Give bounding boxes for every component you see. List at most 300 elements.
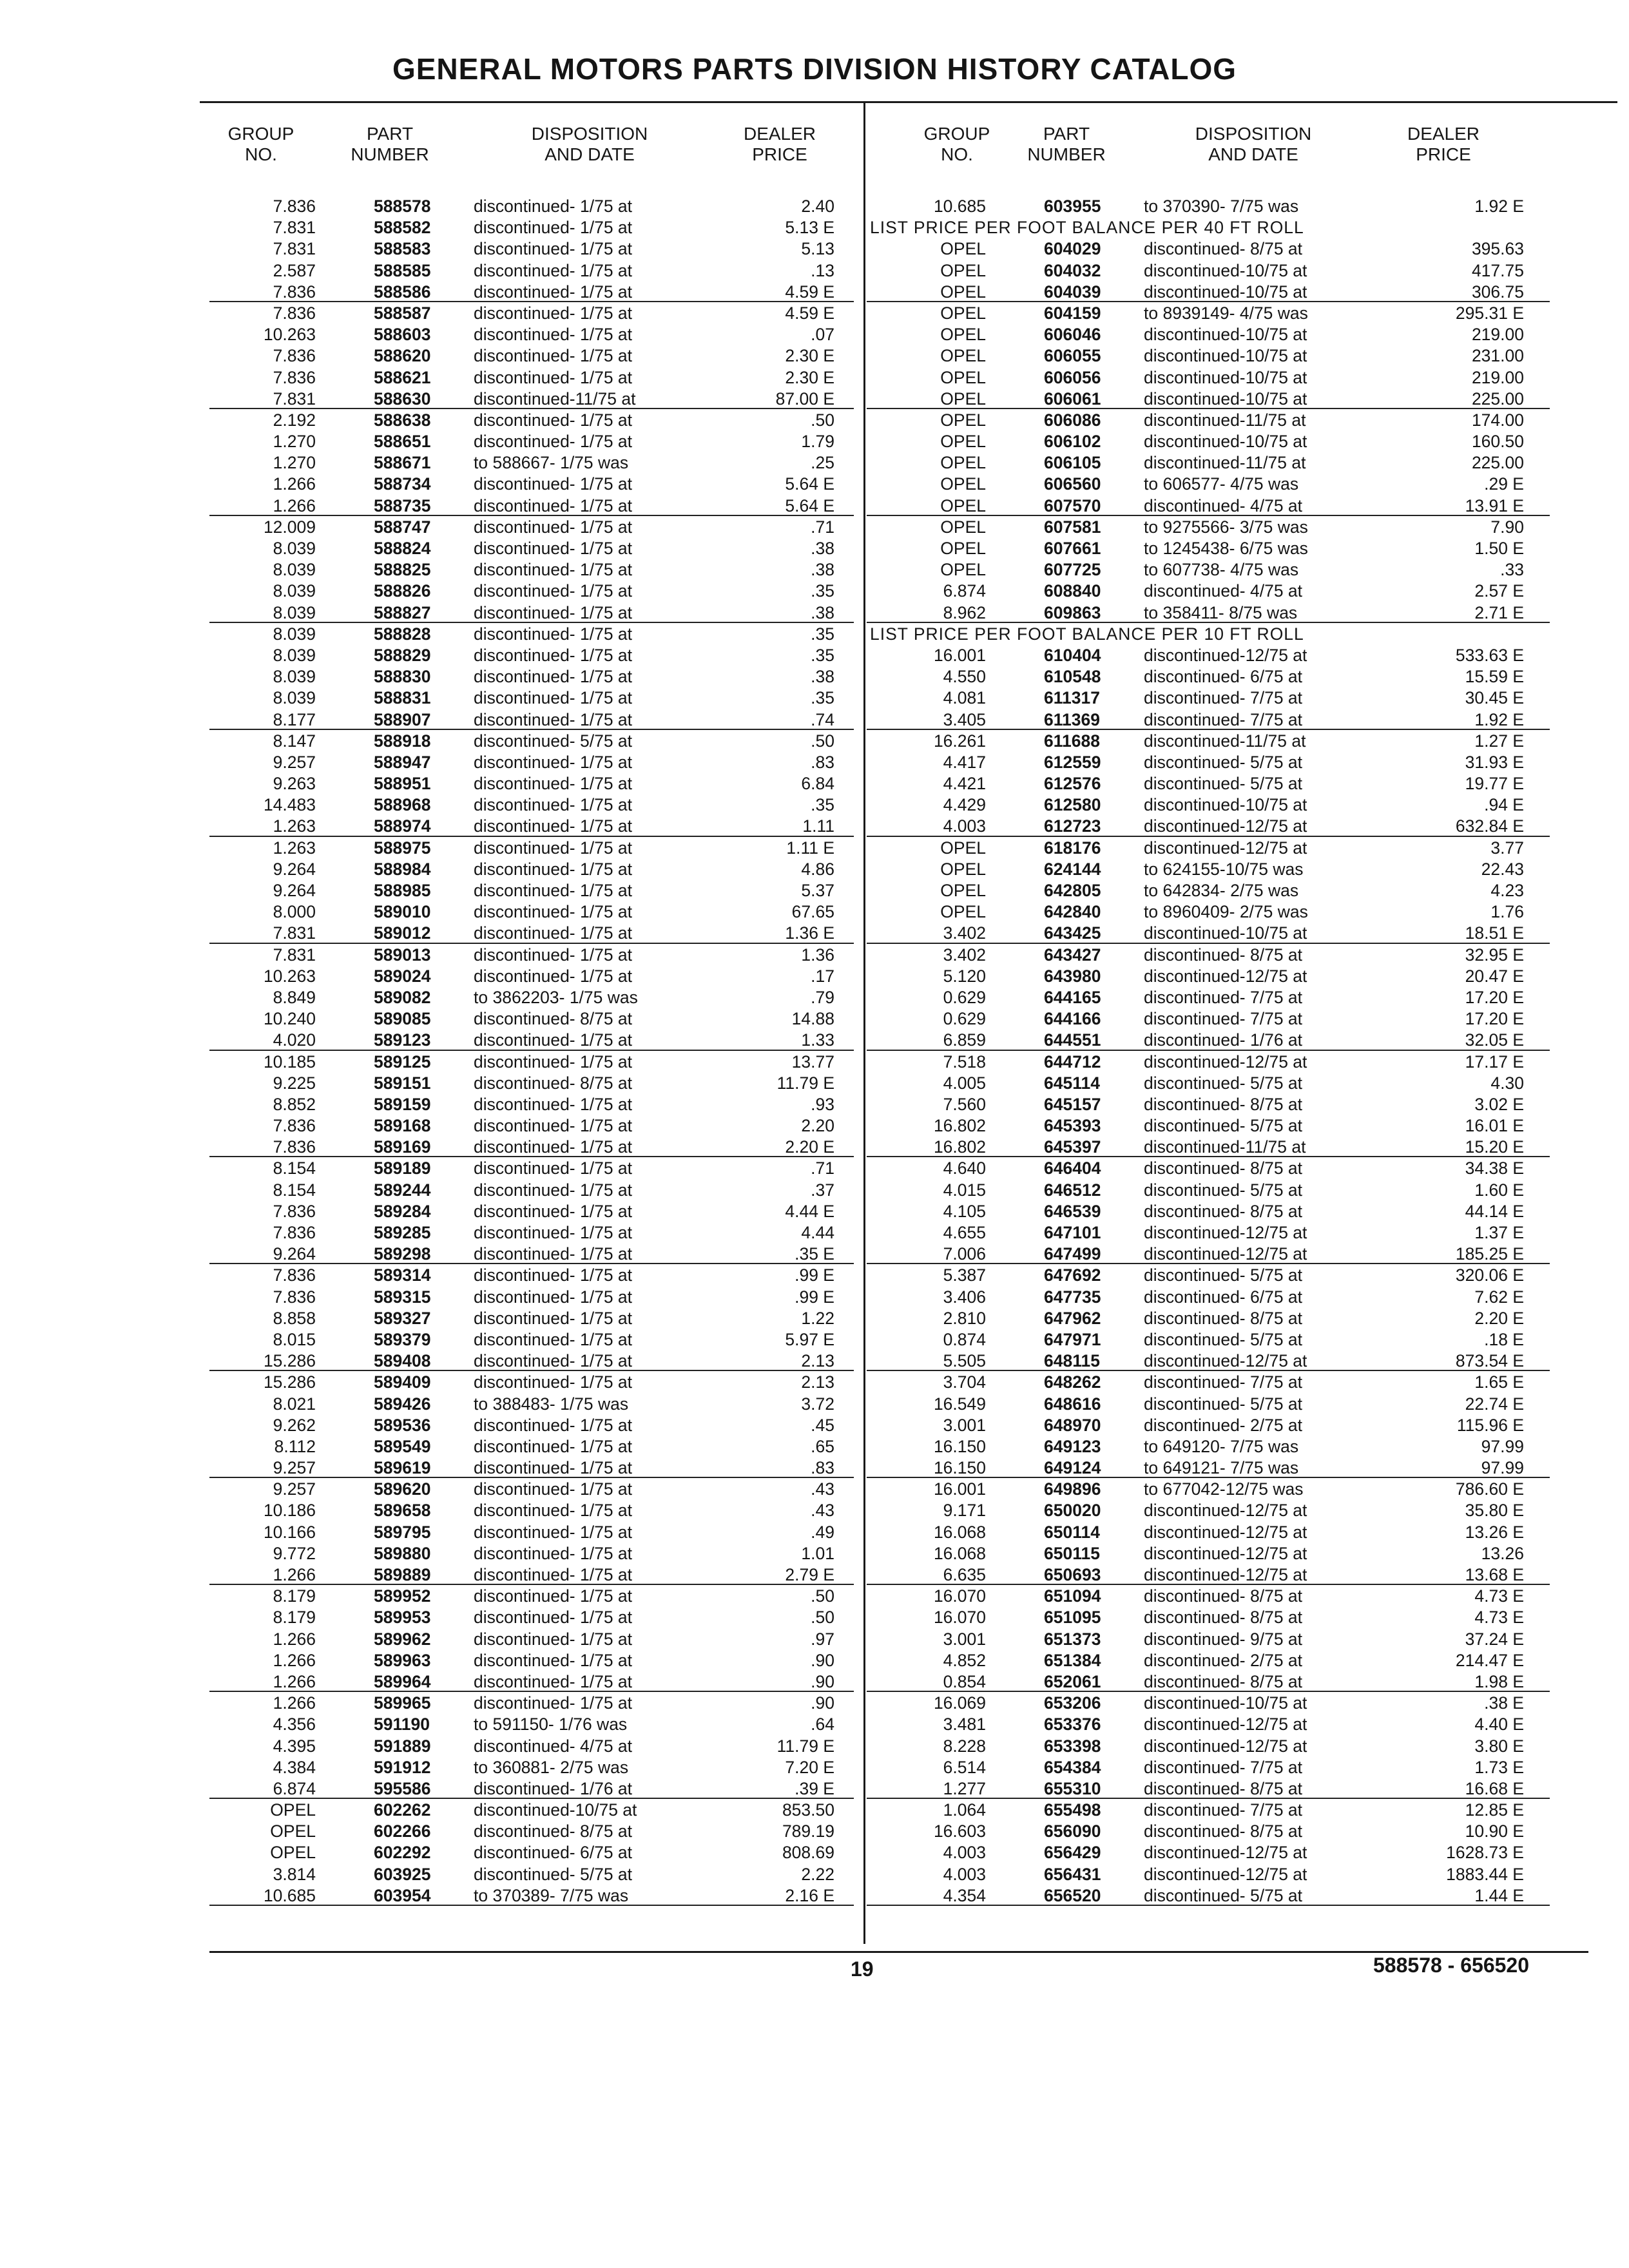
group-no-cell: 8.858 — [273, 1308, 316, 1328]
group-no-cell: 9.225 — [273, 1073, 316, 1093]
part-number-cell: 606086 — [1044, 410, 1101, 430]
part-number-cell: 591190 — [374, 1715, 430, 1735]
table-row — [209, 1585, 854, 1606]
disposition-cell: discontinued- 1/75 at — [474, 1308, 633, 1328]
table-row — [209, 302, 854, 323]
part-number-cell: 588918 — [374, 731, 431, 751]
table-row — [867, 901, 1550, 922]
table-row — [209, 559, 854, 580]
dealer-price-cell: 219.00 — [1471, 367, 1524, 387]
dealer-price-cell: 34.38 E — [1465, 1158, 1524, 1178]
disposition-cell: discontinued- 1/75 at — [474, 859, 633, 879]
table-row — [867, 1778, 1550, 1799]
dealer-price-cell: 786.60 E — [1455, 1479, 1524, 1499]
table-row — [209, 409, 854, 430]
group-no-cell: 9.772 — [273, 1543, 316, 1563]
table-row — [209, 1628, 854, 1649]
table-row — [867, 1649, 1550, 1671]
part-number-cell: 589151 — [374, 1073, 431, 1093]
part-number-cell: 602292 — [374, 1843, 431, 1863]
dealer-price-cell: 2.22 — [801, 1864, 834, 1884]
dealer-price-cell: 2.13 — [801, 1372, 834, 1392]
group-no-cell: OPEL — [940, 367, 986, 387]
dealer-price-cell: .65 — [811, 1436, 834, 1456]
disposition-cell: discontinued-10/75 at — [1144, 389, 1307, 408]
dealer-price-cell: 32.05 E — [1465, 1030, 1524, 1050]
dealer-price-cell: 31.93 E — [1465, 752, 1524, 772]
dealer-price-cell: 2.30 E — [785, 346, 834, 366]
dealer-price-cell: 16.01 E — [1465, 1116, 1524, 1136]
disposition-cell: to 358411- 8/75 was — [1144, 602, 1298, 622]
dealer-price-cell: 1.60 E — [1474, 1180, 1524, 1200]
disposition-header: DISPOSITION AND DATE — [531, 124, 648, 164]
part-number-cell: 589189 — [374, 1158, 431, 1178]
disposition-cell: discontinued- 1/75 at — [474, 1501, 633, 1521]
group-no-cell: 8.039 — [273, 539, 316, 558]
disposition-cell: discontinued- 4/75 at — [474, 1736, 633, 1756]
part-number-header: PART NUMBER — [1027, 124, 1106, 164]
group-no-cell: OPEL — [940, 859, 986, 879]
part-number-cell: 589010 — [374, 902, 431, 922]
group-no-cell: 4.395 — [273, 1736, 316, 1756]
disposition-cell: discontinued- 8/75 at — [1144, 239, 1303, 259]
part-number-cell: 656431 — [1044, 1864, 1101, 1884]
group-no-cell: 15.286 — [263, 1351, 316, 1371]
disposition-cell: discontinued-10/75 at — [1144, 923, 1307, 943]
group-no-cell: OPEL — [940, 282, 986, 302]
disposition-cell: to 642834- 2/75 was — [1144, 881, 1299, 900]
disposition-cell: discontinued- 1/75 at — [474, 1650, 633, 1670]
part-number-cell: 589085 — [374, 1009, 431, 1029]
table-row — [209, 1778, 854, 1799]
part-number-cell: 644712 — [1044, 1052, 1101, 1072]
disposition-cell: discontinued- 7/75 at — [1144, 688, 1303, 708]
group-no-cell: 1.266 — [273, 474, 316, 494]
disposition-cell: discontinued- 1/75 at — [474, 1052, 633, 1072]
right-column-header — [867, 124, 1511, 188]
part-number-cell: 603925 — [374, 1864, 431, 1884]
group-no-cell: 3.001 — [943, 1415, 986, 1435]
group-no-cell: 16.802 — [933, 1116, 986, 1136]
part-number-cell: 588951 — [374, 774, 431, 794]
dealer-price-cell: 14.88 — [791, 1009, 834, 1029]
part-number-cell: 652061 — [1044, 1671, 1101, 1691]
dealer-price-cell: 1.22 — [801, 1308, 834, 1328]
group-no-cell: OPEL — [940, 474, 986, 494]
group-no-cell: 10.685 — [933, 197, 986, 216]
table-row — [209, 709, 854, 730]
part-number-cell: 645114 — [1044, 1073, 1100, 1093]
dealer-price-cell: .35 — [811, 688, 834, 708]
part-number-cell: 588968 — [374, 795, 431, 815]
table-row — [209, 345, 854, 366]
part-number-cell: 654384 — [1044, 1757, 1101, 1777]
disposition-cell: discontinued- 2/75 at — [1144, 1650, 1303, 1670]
disposition-cell: discontinued- 1/75 at — [474, 282, 633, 302]
part-number-cell: 588828 — [374, 624, 431, 644]
disposition-cell: to 3862203- 1/75 was — [474, 987, 638, 1007]
table-row — [867, 965, 1550, 986]
part-number-cell: 603954 — [374, 1885, 431, 1905]
table-row — [867, 879, 1550, 901]
dealer-price-cell: 214.47 E — [1455, 1650, 1524, 1670]
table-row — [209, 323, 854, 345]
disposition-cell: discontinued-12/75 at — [1144, 1351, 1307, 1371]
table-row — [209, 1157, 854, 1178]
dealer-price-cell: 1.76 — [1490, 902, 1524, 922]
part-number-cell: 647692 — [1044, 1265, 1101, 1285]
group-no-cell: 16.068 — [933, 1522, 986, 1542]
part-number-cell: 588826 — [374, 581, 431, 601]
group-no-cell: 8.228 — [943, 1736, 986, 1756]
group-no-cell: 9.263 — [273, 774, 316, 794]
group-no-cell: 3.405 — [943, 709, 986, 729]
table-row — [867, 1478, 1550, 1499]
group-no-cell: OPEL — [270, 1821, 316, 1841]
part-number-cell: 653398 — [1044, 1736, 1101, 1756]
group-no-cell: 4.384 — [273, 1757, 316, 1777]
part-number-cell: 644166 — [1044, 1009, 1101, 1029]
group-no-cell: 8.039 — [273, 560, 316, 580]
disposition-cell: discontinued- 1/75 at — [474, 1223, 633, 1242]
part-number-cell: 588984 — [374, 859, 431, 879]
table-row — [209, 1414, 854, 1436]
dealer-price-cell: 4.59 E — [785, 282, 834, 302]
table-row — [209, 1393, 854, 1414]
table-row — [209, 1799, 854, 1820]
table-row — [209, 1713, 854, 1735]
dealer-price-cell: .93 — [811, 1094, 834, 1114]
group-no-cell: 1.266 — [273, 1565, 316, 1584]
table-row — [209, 1841, 854, 1863]
disposition-cell: discontinued- 1/75 at — [474, 1265, 633, 1285]
part-number-cell: 606056 — [1044, 367, 1101, 387]
table-row — [867, 1222, 1550, 1243]
dealer-price-cell: 13.91 E — [1465, 495, 1524, 515]
disposition-cell: discontinued-11/75 at — [1144, 410, 1306, 430]
disposition-cell: discontinued- 1/75 at — [474, 1458, 633, 1478]
disposition-cell: to 649120- 7/75 was — [1144, 1436, 1299, 1456]
part-number-cell: 612559 — [1044, 752, 1101, 772]
disposition-cell: discontinued- 8/75 at — [1144, 945, 1303, 965]
dealer-price-cell: 4.23 — [1490, 881, 1524, 900]
part-number-cell: 588831 — [374, 688, 431, 708]
table-row — [209, 644, 854, 666]
group-no-cell: 4.550 — [943, 667, 986, 687]
group-no-cell: 7.836 — [273, 1265, 316, 1285]
group-no-cell: 0.854 — [943, 1671, 986, 1691]
part-number-cell: 607661 — [1044, 539, 1101, 558]
group-no-cell: 6.514 — [943, 1757, 986, 1777]
table-row — [209, 1264, 854, 1285]
part-number-cell: 603955 — [1044, 197, 1101, 216]
dealer-price-cell: 4.73 E — [1474, 1586, 1524, 1606]
dealer-price-cell: .25 — [811, 453, 834, 473]
table-row — [867, 1136, 1550, 1157]
table-row — [209, 1863, 854, 1885]
group-no-cell: OPEL — [940, 432, 986, 452]
table-row — [867, 1051, 1550, 1072]
part-number-cell: 589024 — [374, 966, 431, 986]
table-row — [209, 1329, 854, 1350]
group-no-cell: 9.264 — [273, 881, 316, 900]
group-no-cell: 8.154 — [273, 1158, 316, 1178]
part-number-cell: 647971 — [1044, 1329, 1101, 1349]
part-number-cell: 644551 — [1044, 1030, 1101, 1050]
part-number-cell: 588603 — [374, 325, 431, 345]
disposition-cell: discontinued- 5/75 at — [1144, 752, 1303, 772]
part-number-cell: 651095 — [1044, 1608, 1101, 1628]
table-row — [867, 666, 1550, 687]
part-number-cell: 589327 — [374, 1308, 431, 1328]
disposition-cell: discontinued-11/75 at — [1144, 453, 1306, 473]
group-no-cell: 9.171 — [943, 1501, 986, 1521]
disposition-cell: discontinued- 1/75 at — [474, 688, 633, 708]
part-number-cell: 589658 — [374, 1501, 431, 1521]
disposition-cell: discontinued- 1/75 at — [474, 1201, 633, 1221]
part-number-header: PART NUMBER — [351, 124, 429, 164]
disposition-cell: discontinued-11/75 at — [1144, 1137, 1306, 1157]
dealer-price-cell: 2.13 — [801, 1351, 834, 1371]
table-row — [867, 602, 1550, 623]
disposition-cell: discontinued- 5/75 at — [1144, 1329, 1303, 1349]
table-row — [209, 1286, 854, 1307]
dealer-price-cell: 5.64 E — [785, 495, 834, 515]
dealer-price-cell: 1.37 E — [1474, 1223, 1524, 1242]
disposition-cell: discontinued- 1/75 at — [474, 945, 633, 965]
part-number-cell: 653206 — [1044, 1693, 1101, 1713]
group-no-cell: 2.810 — [943, 1308, 986, 1328]
group-no-cell: 4.003 — [943, 816, 986, 836]
table-row — [209, 1200, 854, 1222]
dealer-price-cell: 1.44 E — [1474, 1885, 1524, 1905]
disposition-cell: discontinued-12/75 at — [1144, 816, 1307, 836]
list-price-note-row — [867, 623, 1550, 644]
dealer-price-cell: 3.02 E — [1474, 1094, 1524, 1114]
dealer-price-cell: 30.45 E — [1465, 688, 1524, 708]
dealer-price-cell: 632.84 E — [1455, 816, 1524, 836]
dealer-price-cell: 5.64 E — [785, 474, 834, 494]
part-number-cell: 588824 — [374, 539, 431, 558]
group-no-cell: OPEL — [940, 902, 986, 922]
part-number-cell: 650115 — [1044, 1543, 1100, 1563]
dealer-price-cell: 7.62 E — [1474, 1287, 1524, 1307]
group-no-cell: OPEL — [940, 389, 986, 408]
disposition-cell: discontinued-12/75 at — [1144, 838, 1307, 858]
dealer-price-cell: 12.85 E — [1465, 1800, 1524, 1820]
table-row — [209, 1093, 854, 1115]
part-number-cell: 618176 — [1044, 838, 1101, 858]
disposition-cell: discontinued- 1/75 at — [474, 1030, 633, 1050]
part-number-cell: 606055 — [1044, 346, 1101, 366]
dealer-price-cell: 1.65 E — [1474, 1372, 1524, 1392]
dealer-price-cell: 4.30 — [1490, 1073, 1524, 1093]
dealer-price-cell: .37 — [811, 1180, 834, 1200]
dealer-price-cell: 3.72 — [801, 1394, 834, 1414]
disposition-cell: discontinued- 5/75 at — [1144, 1885, 1303, 1905]
dealer-price-cell: 3.77 — [1490, 838, 1524, 858]
disposition-cell: discontinued- 6/75 at — [1144, 667, 1303, 687]
table-row — [867, 1115, 1550, 1136]
table-row — [209, 901, 854, 922]
part-number-cell: 651373 — [1044, 1629, 1101, 1649]
dealer-price-cell: 13.26 — [1481, 1543, 1524, 1563]
group-no-cell: 7.836 — [273, 282, 316, 302]
group-no-cell: 7.836 — [273, 1201, 316, 1221]
list-price-note-row — [867, 216, 1550, 238]
disposition-cell: discontinued- 1/75 at — [474, 1415, 633, 1435]
group-no-cell: 9.257 — [273, 1479, 316, 1499]
table-row — [209, 1457, 854, 1478]
disposition-cell: discontinued- 1/75 at — [474, 1565, 633, 1584]
table-row — [867, 751, 1550, 773]
dealer-price-cell: 231.00 — [1471, 346, 1524, 366]
disposition-cell: discontinued- 8/75 at — [474, 1073, 633, 1093]
table-row — [209, 260, 854, 281]
table-row — [867, 388, 1550, 409]
dealer-price-cell: 4.40 E — [1474, 1715, 1524, 1735]
group-no-cell: 1.270 — [273, 432, 316, 452]
dealer-price-cell: 306.75 — [1471, 282, 1524, 302]
dealer-price-cell: 1.73 E — [1474, 1757, 1524, 1777]
disposition-cell: discontinued- 5/75 at — [1144, 1394, 1303, 1414]
disposition-cell: discontinued- 1/75 at — [474, 303, 633, 323]
disposition-cell: discontinued- 1/75 at — [474, 1629, 633, 1649]
part-number-cell: 653376 — [1044, 1715, 1101, 1735]
part-number-cell: 589284 — [374, 1201, 431, 1221]
group-no-cell: 8.000 — [273, 902, 316, 922]
table-row — [867, 1692, 1550, 1713]
part-number-cell: 588974 — [374, 816, 431, 836]
disposition-cell: discontinued- 1/75 at — [474, 239, 633, 259]
disposition-cell: to 8960409- 2/75 was — [1144, 902, 1308, 922]
disposition-cell: discontinued- 1/75 at — [474, 517, 633, 537]
table-row — [867, 1606, 1550, 1628]
table-row — [867, 1820, 1550, 1841]
part-number-cell: 647962 — [1044, 1308, 1101, 1328]
disposition-cell: discontinued- 1/75 at — [474, 795, 633, 815]
group-no-cell: 8.021 — [273, 1394, 316, 1414]
part-number-cell: 642840 — [1044, 902, 1101, 922]
dealer-price-cell: 2.79 E — [785, 1565, 834, 1584]
part-number-cell: 607581 — [1044, 517, 1101, 537]
part-number-cell: 648115 — [1044, 1351, 1100, 1371]
table-row — [209, 1756, 854, 1778]
group-no-cell: 6.874 — [943, 581, 986, 601]
part-number-cell: 643425 — [1044, 923, 1101, 943]
part-number-cell: 648262 — [1044, 1372, 1101, 1392]
dealer-price-cell: .79 — [811, 987, 834, 1007]
table-row — [209, 430, 854, 452]
part-number-cell: 649124 — [1044, 1458, 1101, 1478]
dealer-price-cell: 1.98 E — [1474, 1671, 1524, 1691]
dealer-price-cell: 20.47 E — [1465, 966, 1524, 986]
dealer-price-cell: .49 — [811, 1522, 834, 1542]
table-row — [209, 1029, 854, 1050]
dealer-price-cell: 35.80 E — [1465, 1501, 1524, 1521]
table-row — [867, 1436, 1550, 1457]
group-no-cell: OPEL — [940, 346, 986, 366]
group-no-cell: 16.070 — [933, 1608, 986, 1628]
group-no-cell: 8.852 — [273, 1094, 316, 1114]
part-number-cell: 589285 — [374, 1223, 431, 1242]
dealer-price-cell: 4.44 E — [785, 1201, 834, 1221]
table-row — [209, 1692, 854, 1713]
table-row — [867, 794, 1550, 815]
part-number-cell: 647101 — [1044, 1223, 1101, 1242]
column-divider — [863, 101, 865, 1944]
disposition-cell: discontinued-12/75 at — [1144, 645, 1307, 665]
disposition-cell: discontinued- 1/75 at — [474, 923, 633, 943]
dealer-price-cell: .38 — [811, 560, 834, 580]
part-number-cell: 648616 — [1044, 1394, 1101, 1414]
dealer-price-cell: 22.43 — [1481, 859, 1524, 879]
disposition-cell: discontinued- 6/75 at — [474, 1843, 633, 1863]
group-no-cell: 4.429 — [943, 795, 986, 815]
part-number-cell: 589426 — [374, 1394, 431, 1414]
disposition-cell: discontinued- 5/75 at — [474, 731, 633, 751]
part-number-cell: 589408 — [374, 1351, 431, 1371]
part-number-cell: 647499 — [1044, 1244, 1101, 1264]
table-row — [867, 430, 1550, 452]
part-number-cell: 588620 — [374, 346, 431, 366]
group-no-cell: 3.402 — [943, 945, 986, 965]
table-row — [209, 1671, 854, 1692]
dealer-price-cell: 11.79 E — [776, 1073, 834, 1093]
dealer-price-cell: .07 — [811, 325, 834, 345]
dealer-price-cell: .35 E — [795, 1244, 834, 1264]
table-row — [867, 1072, 1550, 1093]
group-no-cell: 7.836 — [273, 1116, 316, 1136]
dealer-price-cell: 4.86 — [801, 859, 834, 879]
disposition-cell: discontinued- 1/75 at — [474, 410, 633, 430]
dealer-price-cell: 32.95 E — [1465, 945, 1524, 965]
disposition-cell: discontinued-12/75 at — [1144, 1864, 1307, 1884]
table-row — [209, 1307, 854, 1329]
dealer-price-cell: .17 — [811, 966, 834, 986]
table-row — [867, 409, 1550, 430]
group-no-cell: 3.406 — [943, 1287, 986, 1307]
group-no-cell: 4.105 — [943, 1201, 986, 1221]
part-number-cell: 588621 — [374, 367, 431, 387]
table-row — [209, 367, 854, 388]
group-no-cell: 1.266 — [273, 1671, 316, 1691]
group-no-cell: 3.814 — [273, 1864, 316, 1884]
list-price-note: LIST PRICE PER FOOT BALANCE PER 40 FT ROLL — [870, 218, 1304, 238]
table-row — [867, 1008, 1550, 1029]
part-number-cell: 612723 — [1044, 816, 1101, 836]
part-number-cell: 589123 — [374, 1030, 431, 1050]
page-title: GENERAL MOTORS PARTS DIVISION HISTORY CATALOG — [392, 52, 1237, 86]
disposition-cell: discontinued- 1/75 at — [474, 581, 633, 601]
dealer-price-cell: 17.20 E — [1465, 1009, 1524, 1029]
table-row — [867, 1628, 1550, 1649]
group-no-cell: 9.264 — [273, 1244, 316, 1264]
disposition-cell: discontinued- 1/75 at — [474, 1479, 633, 1499]
group-no-cell: 10.263 — [263, 966, 316, 986]
dealer-price-cell: 1.92 E — [1474, 197, 1524, 216]
dealer-price-cell: .64 — [811, 1715, 834, 1735]
table-row — [209, 1606, 854, 1628]
part-number-cell: 606046 — [1044, 325, 1101, 345]
disposition-cell: discontinued-10/75 at — [1144, 325, 1307, 345]
group-no-cell: 1.266 — [273, 1629, 316, 1649]
disposition-cell: discontinued- 1/75 at — [474, 1522, 633, 1542]
table-row — [867, 837, 1550, 858]
table-row — [209, 1179, 854, 1200]
table-row — [867, 1414, 1550, 1436]
group-no-cell: OPEL — [940, 303, 986, 323]
